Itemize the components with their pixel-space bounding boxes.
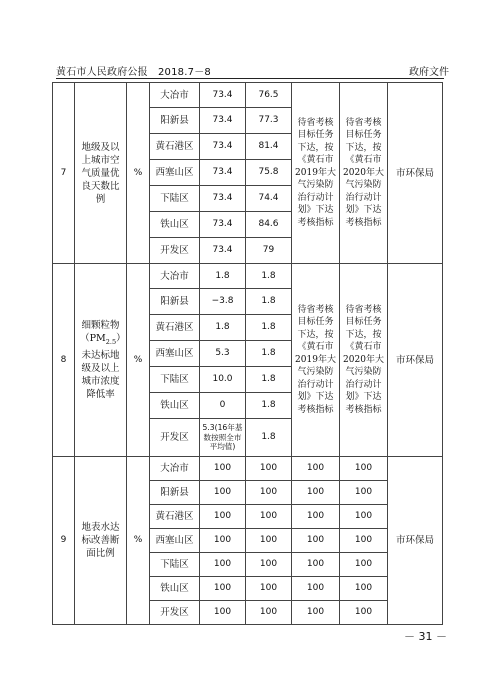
region-name: 黄石港区 [150,505,200,529]
value-cell: 73.4 [200,160,246,186]
value-cell: 100 [340,529,388,553]
value-cell: 100 [200,553,246,577]
page-number: － 31 － [404,630,447,643]
region-name: 大冶市 [150,457,200,481]
value-cell: 0 [200,393,246,419]
unit-cell: % [127,83,150,264]
unit-cell: % [127,457,150,625]
region-name: 阳新县 [150,108,200,134]
region-name: 阳新县 [150,481,200,505]
value-cell: 73.4 [200,108,246,134]
value-cell: 1.8 [246,419,292,457]
value-cell: 5.3 [200,341,246,367]
value-cell: 75.8 [246,160,292,186]
target-2020: 待省考核目标任务下达，按《黄石市2020年大气污染防治行动计划》下达考核指标 [340,83,388,264]
value-cell: 79 [246,238,292,264]
indicator-name: 地级及以上城市空气质量优良天数比例 [75,83,127,264]
region-name: 开发区 [150,601,200,625]
value-cell: 1.8 [246,315,292,341]
value-cell: 1.8 [246,393,292,419]
value-cell: 100 [200,601,246,625]
value-cell: 100 [246,529,292,553]
value-cell: 100 [292,529,340,553]
value-cell: 100 [340,601,388,625]
value-cell: 1.8 [200,315,246,341]
value-cell: 100 [340,481,388,505]
region-name: 西塞山区 [150,529,200,553]
responsible-dept: 市环保局 [388,457,443,625]
region-name: 下陆区 [150,186,200,212]
responsible-dept: 市环保局 [388,83,443,264]
region-name: 黄石港区 [150,134,200,160]
value-cell: 100 [246,577,292,601]
row-number: 8 [53,264,75,457]
value-cell: 10.0 [200,367,246,393]
value-cell: 100 [246,601,292,625]
region-name: 铁山区 [150,577,200,601]
value-cell: 100 [200,481,246,505]
target-2019: 待省考核目标任务下达，按《黄石市2019年大气污染防治行动计划》下达考核指标 [292,83,340,264]
value-cell: 100 [246,457,292,481]
row-number: 9 [53,457,75,625]
unit-cell: % [127,264,150,457]
indicator-name [75,264,127,457]
region-name: 黄石港区 [150,315,200,341]
value-cell: 100 [292,457,340,481]
value-cell: 1.8 [246,367,292,393]
indicator-table [52,82,443,625]
table-row [53,457,443,481]
value-cell: 100 [200,577,246,601]
value-cell: 73.4 [200,238,246,264]
indicator-name-part: 细颗粒物（PM [80,320,120,345]
value-cell: 100 [340,553,388,577]
table-row [53,83,443,108]
value-cell: 73.4 [200,134,246,160]
value-cell: 74.4 [246,186,292,212]
region-name: 开发区 [150,238,200,264]
value-cell: 100 [292,577,340,601]
header-section: 政府文件 [409,67,449,78]
region-name: 西塞山区 [150,341,200,367]
value-cell: 1.8 [246,264,292,289]
value-cell: 100 [292,505,340,529]
region-name: 阳新县 [150,289,200,315]
value-cell: 5.3(16年基数按照全市平均值) [200,419,246,457]
region-name: 下陆区 [150,367,200,393]
responsible-dept: 市环保局 [388,264,443,457]
indicator-name-part: ）未达标地级及以上城市浓度降低率 [81,333,121,400]
value-cell: 100 [340,457,388,481]
value-cell: 1.8 [246,341,292,367]
value-cell: 100 [200,529,246,553]
value-cell: 73.4 [200,186,246,212]
value-cell: 100 [246,505,292,529]
region-name: 下陆区 [150,553,200,577]
value-cell: 100 [292,553,340,577]
region-name: 大冶市 [150,83,200,108]
value-cell: 77.3 [246,108,292,134]
value-cell: 100 [340,505,388,529]
value-cell: 73.4 [200,83,246,108]
region-name: 西塞山区 [150,160,200,186]
value-cell: 84.6 [246,212,292,238]
indicator-subscript: 2.5 [105,337,117,346]
value-cell: 76.5 [246,83,292,108]
region-name: 铁山区 [150,212,200,238]
row-number: 7 [53,83,75,264]
indicator-name: 地表水达标改善断面比例 [75,457,127,625]
value-cell: −3.8 [200,289,246,315]
value-cell: 100 [292,481,340,505]
region-name: 开发区 [150,419,200,457]
value-cell: 100 [246,553,292,577]
value-cell: 100 [292,601,340,625]
header-publication: 黄石市人民政府公报 2018.7－8 [56,67,211,78]
value-cell: 100 [246,481,292,505]
header-rule [56,78,444,79]
region-name: 铁山区 [150,393,200,419]
target-2019: 待省考核目标任务下达，按《黄石市2019年大气污染防治行动计划》下达考核指标 [292,264,340,457]
target-2020: 待省考核目标任务下达，按《黄石市2020年大气污染防治行动计划》下达考核指标 [340,264,388,457]
value-cell: 73.4 [200,212,246,238]
table-row [53,264,443,289]
value-cell: 100 [340,577,388,601]
value-cell: 100 [200,457,246,481]
region-name: 大冶市 [150,264,200,289]
value-cell: 1.8 [200,264,246,289]
value-cell: 81.4 [246,134,292,160]
value-cell: 1.8 [246,289,292,315]
value-cell: 100 [200,505,246,529]
